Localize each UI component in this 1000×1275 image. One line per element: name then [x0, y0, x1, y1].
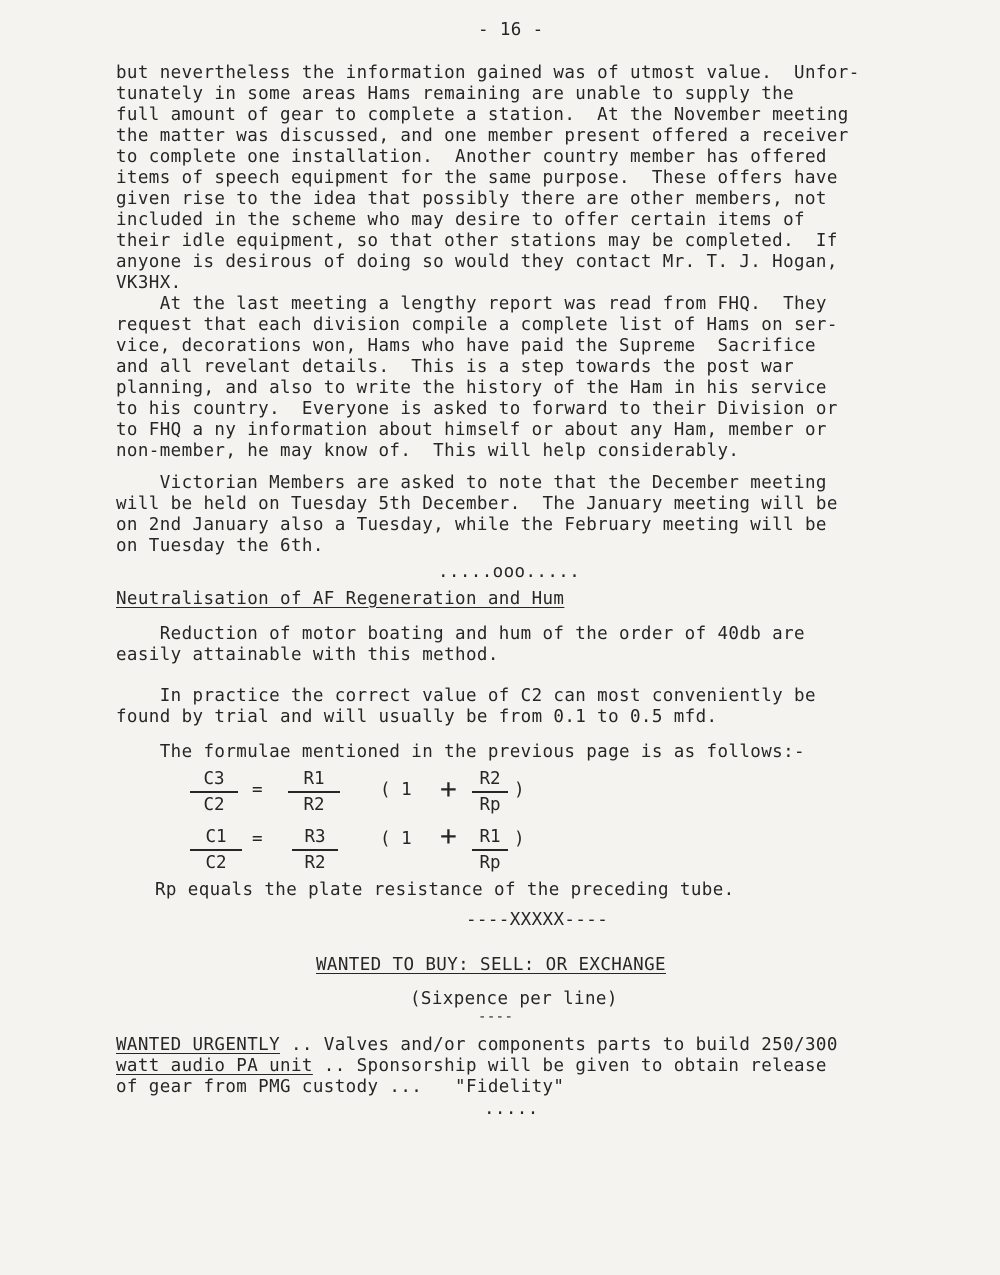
- ad-label: WANTED URGENTLY: [116, 1035, 281, 1055]
- text-line: on Tuesday the 6th.: [116, 536, 324, 556]
- numerator: R1: [303, 769, 325, 789]
- text-line: vice, decorations won, Hams who have paid the Supreme Sacrifice: [116, 336, 816, 356]
- fraction-c3-c2: [190, 768, 238, 816]
- text-line: to complete one installation. Another country member has offered: [116, 147, 827, 167]
- text-line: Victorian Members are asked to note that the December meeting: [116, 473, 827, 493]
- text-line: found by trial and will usually be from 0.1 to 0.5 mfd.: [116, 707, 718, 727]
- text-line: Reduction of motor boating and hum of the order of 40db are: [116, 624, 805, 644]
- denominator: Rp: [479, 795, 501, 815]
- ads-subheading: (Sixpence per line): [410, 989, 618, 1009]
- plus-sign: +: [440, 819, 457, 852]
- fraction-bar: [292, 849, 338, 851]
- text-line: planning, and also to write the history of the Ham in his service: [116, 378, 827, 398]
- ad-line: of gear from PMG custody ... "Fidelity": [116, 1077, 565, 1097]
- text-line: anyone is desirous of doing so would they contact Mr. T. J. Hogan,: [116, 252, 838, 272]
- fraction-bar: [288, 791, 340, 793]
- text-line: items of speech equipment for the same purpose. These offers have: [116, 168, 838, 188]
- close-paren: ): [514, 780, 525, 800]
- denominator: C2: [203, 795, 225, 815]
- fraction-bar: [190, 791, 238, 793]
- fraction-bar: [190, 849, 242, 851]
- text-line: the matter was discussed, and one member present offered a receiver: [116, 126, 849, 146]
- ads-rule: ----: [478, 1009, 514, 1025]
- text-line: non-member, he may know of. This will help considerably.: [116, 441, 740, 461]
- ad-line: [116, 1056, 827, 1077]
- fraction-r2-rp: [472, 768, 508, 816]
- ad-text: .. Sponsorship will be given to obtain release: [312, 1056, 827, 1076]
- fraction-r1-rp: [472, 826, 508, 874]
- fraction-c1-c2: [190, 826, 242, 874]
- text-line: tunately in some areas Hams remaining are unable to supply the: [116, 84, 795, 104]
- text-line: In practice the correct value of C2 can most conveniently be: [116, 686, 816, 706]
- denominator: R2: [303, 795, 325, 815]
- text-line: At the last meeting a lengthy report was read from FHQ. They: [116, 294, 827, 314]
- equals-sign: =: [252, 829, 263, 849]
- text-line: to his country. Everyone is asked to forward to their Division or: [116, 399, 838, 419]
- fraction-bar: [472, 791, 508, 793]
- text-line: their idle equipment, so that other stations may be completed. If: [116, 231, 838, 251]
- text-line: full amount of gear to complete a station. At the November meeting: [116, 105, 849, 125]
- section-heading: Neutralisation of AF Regeneration and Hum: [116, 589, 565, 609]
- denominator: Rp: [479, 853, 501, 873]
- text-line: on 2nd January also a Tuesday, while the February meeting will be: [116, 515, 827, 535]
- text-line: to FHQ a ny information about himself or about any Ham, member or: [116, 420, 827, 440]
- rp-note: Rp equals the plate resistance of the preceding tube.: [155, 880, 735, 900]
- denominator: R2: [304, 853, 326, 873]
- open-paren: ( 1: [380, 780, 412, 800]
- text-line: and all revelant details. This is a step towards the post war: [116, 357, 795, 377]
- separator-dots: .....ooo.....: [438, 562, 581, 582]
- denominator: C2: [205, 853, 227, 873]
- close-paren: ): [514, 829, 525, 849]
- fraction-r3-r2: [292, 826, 338, 874]
- numerator: C1: [205, 827, 227, 847]
- separator-dashes: ----XXXXX----: [466, 910, 609, 930]
- page-number: - 16 -: [478, 20, 544, 40]
- fraction-r1-r2: [288, 768, 340, 816]
- text-line: VK3HX.: [116, 273, 182, 293]
- text-line: easily attainable with this method.: [116, 645, 499, 665]
- ad-label: watt audio PA unit: [116, 1056, 313, 1076]
- text-line: included in the scheme who may desire to offer certain items of: [116, 210, 805, 230]
- text-line: request that each division compile a complete list of Hams on ser-: [116, 315, 838, 335]
- numerator: R2: [479, 769, 501, 789]
- fraction-bar: [472, 849, 508, 851]
- text-line: but nevertheless the information gained was of utmost value. Unfor-: [116, 63, 860, 83]
- numerator: R3: [304, 827, 326, 847]
- numerator: R1: [479, 827, 501, 847]
- plus-sign: +: [440, 772, 457, 805]
- ad-line: [116, 1035, 838, 1056]
- text-line: will be held on Tuesday 5th December. The January meeting will be: [116, 494, 838, 514]
- ad-text: .. Valves and/or components parts to build 250/300: [280, 1035, 838, 1055]
- ads-heading: WANTED TO BUY: SELL: OR EXCHANGE: [316, 955, 666, 975]
- open-paren: ( 1: [380, 829, 412, 849]
- text-line: given rise to the idea that possibly there are other members, not: [116, 189, 827, 209]
- numerator: C3: [203, 769, 225, 789]
- separator-dots: .....: [484, 1099, 539, 1119]
- formula-intro: The formulae mentioned in the previous page is as follows:-: [116, 742, 805, 762]
- equals-sign: =: [252, 780, 263, 800]
